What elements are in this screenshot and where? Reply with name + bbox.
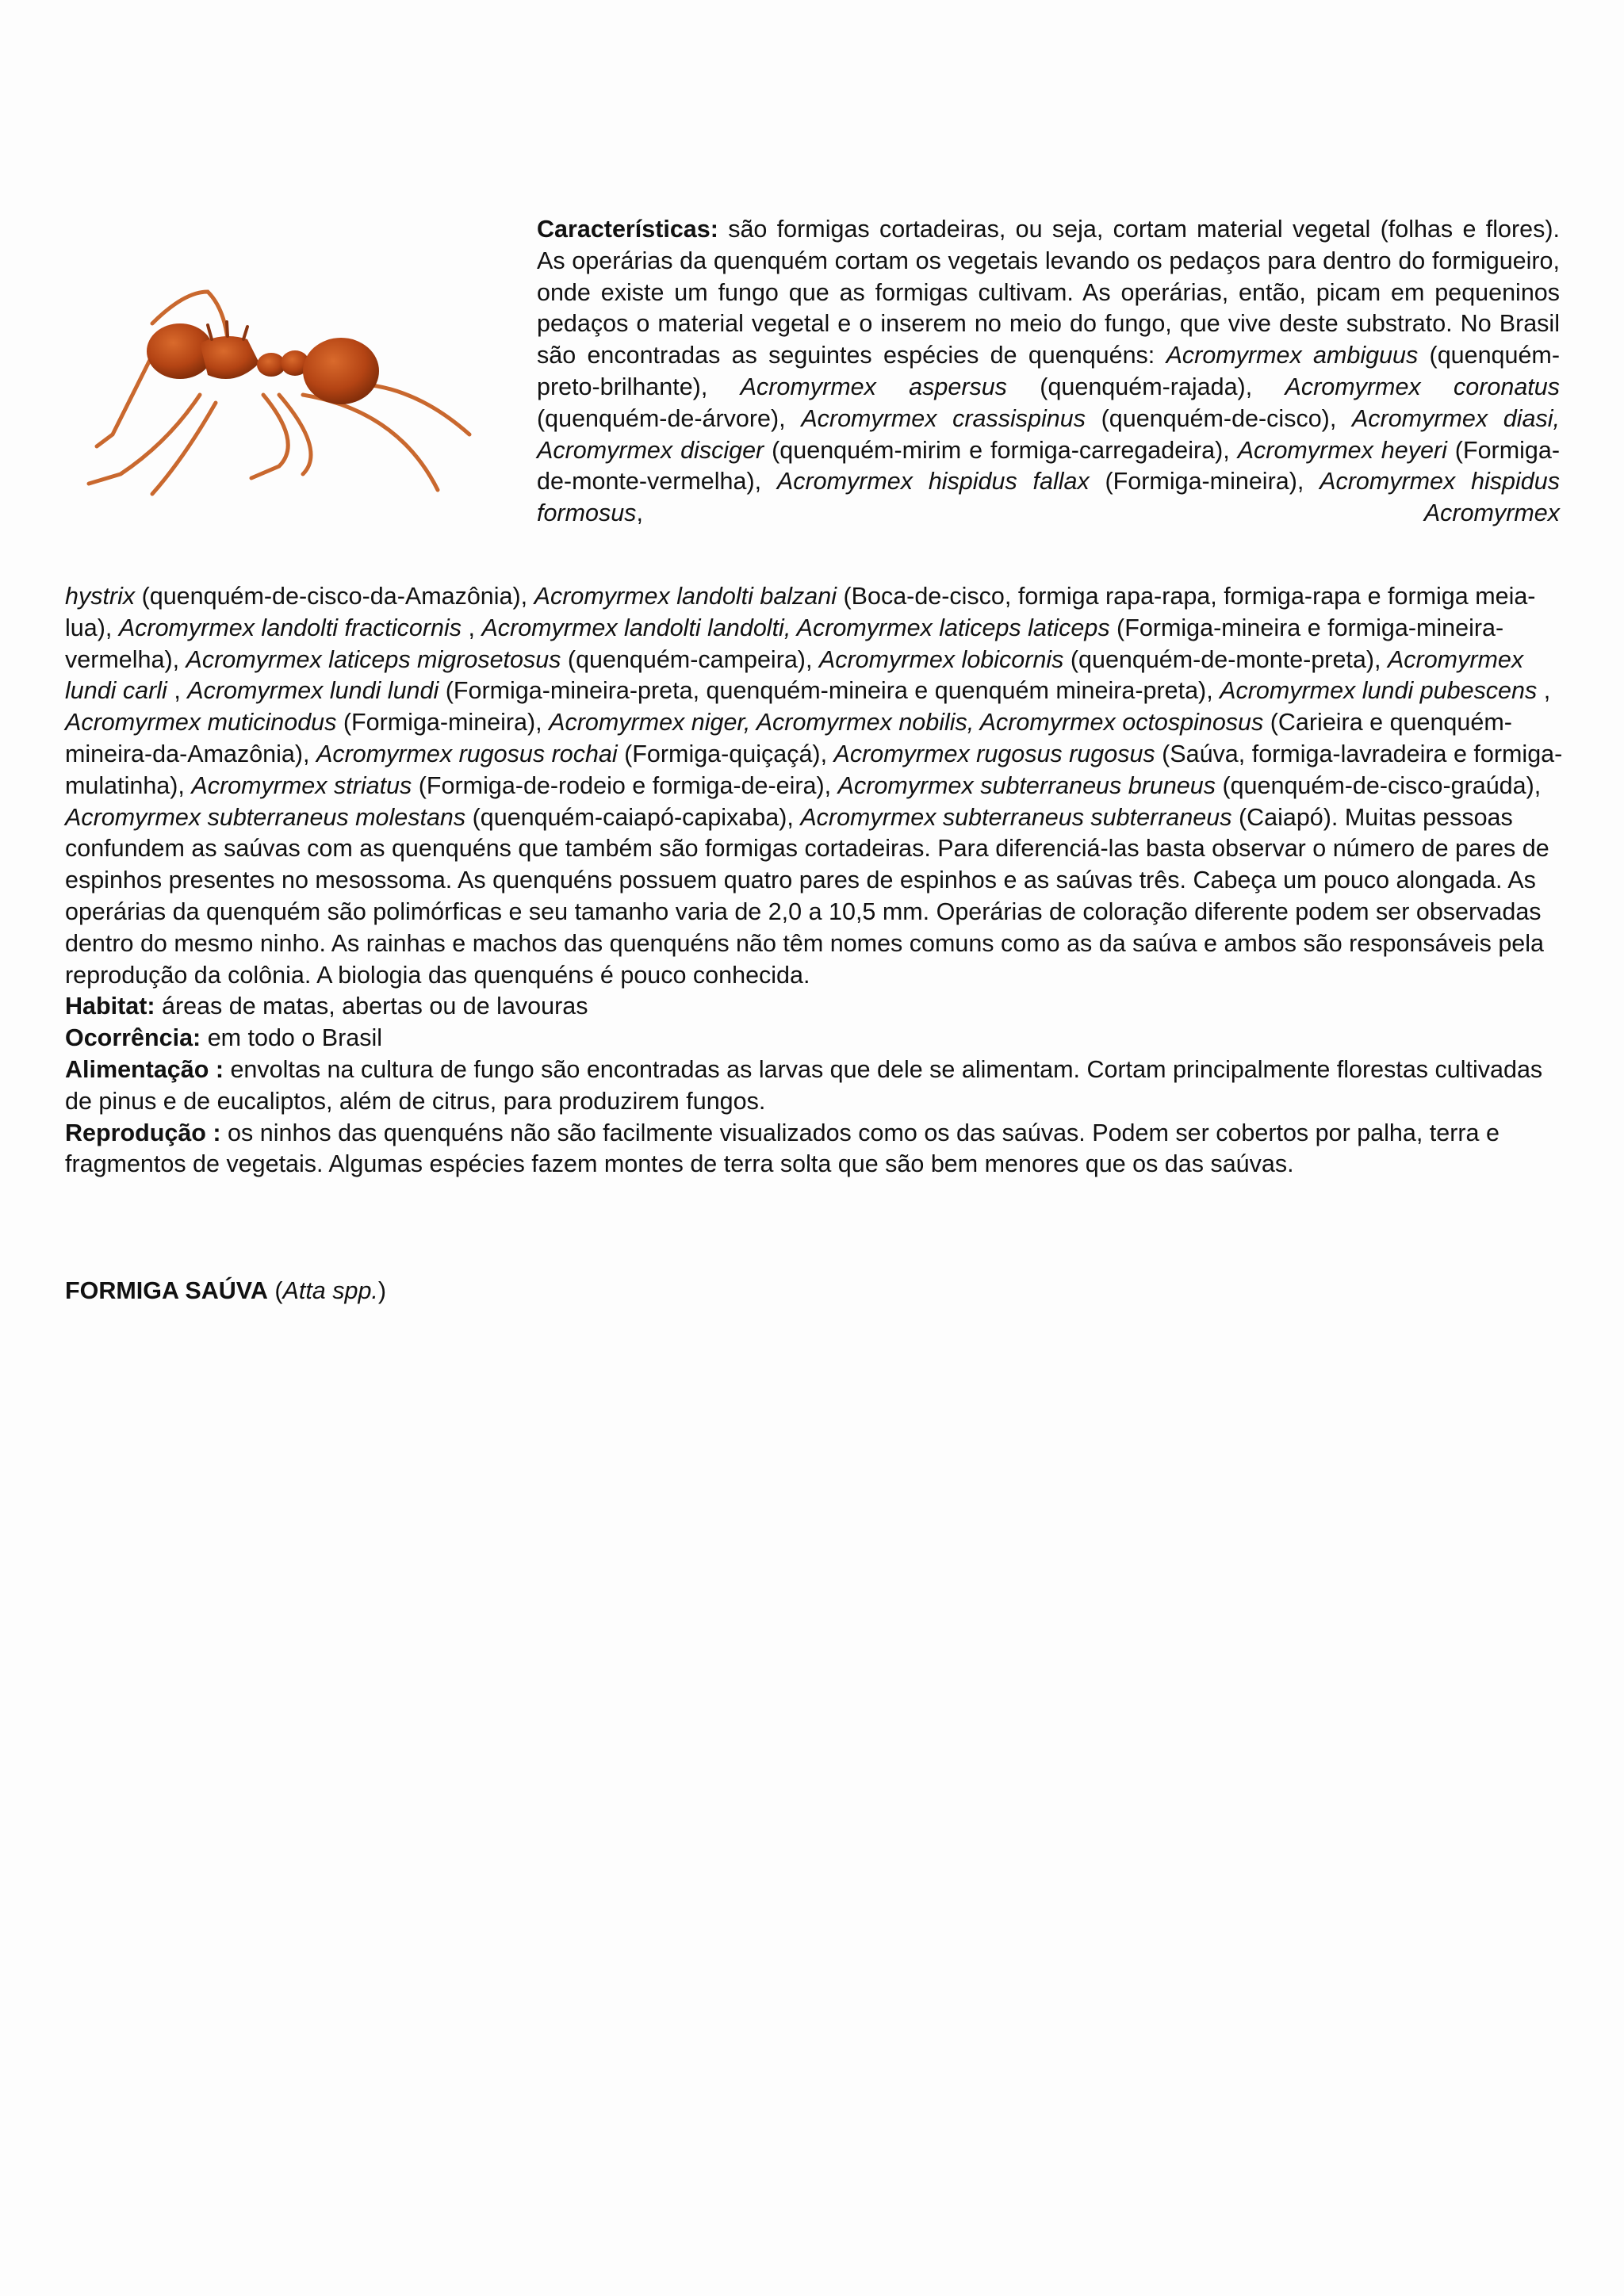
occurrence-label: Ocorrência: <box>65 1024 201 1052</box>
ant-illustration <box>65 276 517 506</box>
occurrence-line: Ocorrência: em todo o Brasil <box>65 1024 383 1052</box>
habitat-label: Habitat: <box>65 993 155 1020</box>
species-paragraph: hystrix (quenquém-de-cisco-da-Amazônia), Acromyrmex landolti balzani (Boca-de-cisco, formiga rapa-rapa, formiga-rapa e formiga meia-lua), Acromyrmex landolti fracticornis , Acromyrmex landolti landolti, Acromyrmex laticeps laticeps (Formiga-mineira e formiga-mineira-vermelha), Acromyrmex laticeps migrosetosus (quenquém-campeira), Acromyrmex lobicornis (quenquém-de-monte-preta), Acromyrmex lundi carli , Acromyrmex lundi lundi (Formiga-mineira-preta, quenquém-mineira e quenquém mineira-preta), Acromyrmex lundi pubescens , Acromyrmex muticinodus (Formiga-mineira), Acromyrmex niger, Acromyrmex nobilis, Acromyrmex octospinosus (Carieira e quenquém-mineira-da-Amazônia), Acromyrmex rugosus rochai (Formiga-quiçaçá), Acromyrmex rugosus rugosus (Saúva, formiga-lavradeira e formiga-mulatinha), Acromyrmex striatus (Formiga-de-rodeio e formiga-de-eira), Acromyrmex subterraneus bruneus (quenquém-de-cisco-graúda), Acromyrmex subterraneus molestans (quenquém-caiapó-capixaba), Acromyrmex subterraneus subterraneus (Caiapó). Muitas pessoas confundem as saúvas com as quenquéns que também são formigas cortadeiras. Para diferenciá-las basta observar o número de pares de espinhos presentes no mesossoma. As quenquéns possuem quatro pares de espinhos e as saúvas três. Cabeça um pouco alongada. As operárias da quenquém são polimórficas e seu tamanho varia de 2,0 a 10,5 mm. Operárias de coloração diferente podem ser observadas dentro do mesmo ninho. As rainhas e machos das quenquéns não têm nomes comuns como as da saúva e ambos são responsáveis pela reprodução da colônia. A biologia das quenquéns é pouco conhecida. <box>65 583 1563 989</box>
section-heading-title: FORMIGA SAÚVA <box>65 1277 268 1305</box>
section-heading-sauva: FORMIGA SAÚVA (Atta spp.) <box>65 1277 387 1305</box>
section-spacer <box>65 1181 1564 1276</box>
characteristics-label: Características: <box>537 216 718 243</box>
habitat-line: Habitat: áreas de matas, abertas ou de lavouras <box>65 993 588 1020</box>
section-heading-scientific: Atta spp. <box>282 1277 378 1305</box>
ant-photo <box>65 276 517 506</box>
reproduction-label: Reprodução : <box>65 1119 221 1146</box>
feeding-paragraph: Alimentação : envoltas na cultura de fungo são encontradas as larvas que dele se alimentam. Cortam principalmente florestas cultivadas de pinus e de eucaliptos, além de citrus, para produzirem fungos. <box>65 1055 1543 1115</box>
characteristics-paragraph: Características: são formigas cortadeiras, ou seja, cortam material vegetal (folhas e flores). As operárias da quenquém cortam os vegetais levando os pedaços para dentro do formigueiro, onde existe um fungo que as formigas cultivam. As operárias, então, picam em pequeninos pedaços o material vegetal e o inserem no meio do fungo, que vive deste substrato. No Brasil são encontradas as seguintes espécies de quenquéns: Acromyrmex ambiguus (quenquém-preto-brilhante), Acromyrmex aspersus (quenquém-rajada), Acromyrmex coronatus (quenquém-de-árvore), Acromyrmex crassispinus (quenquém-de-cisco), Acromyrmex diasi, Acromyrmex disciger (quenquém-mirim e formiga-carregadeira), Acromyrmex heyeri (Formiga-de-monte-vermelha), Acromyrmex hispidus fallax (Formiga-mineira), Acromyrmex hispidus formosus, Acromyrmex <box>537 216 1560 527</box>
characteristics-section <box>537 214 1560 530</box>
reproduction-paragraph: Reprodução : os ninhos das quenquéns não são facilmente visualizados como os das saúvas. Podem ser cobertos por palha, terra e fragmentos de vegetais. Algumas espécies fazem montes de terra solta que são bem menores que os das saúvas. <box>65 1119 1500 1178</box>
feeding-label: Alimentação : <box>65 1055 224 1083</box>
main-text <box>65 581 1564 1307</box>
